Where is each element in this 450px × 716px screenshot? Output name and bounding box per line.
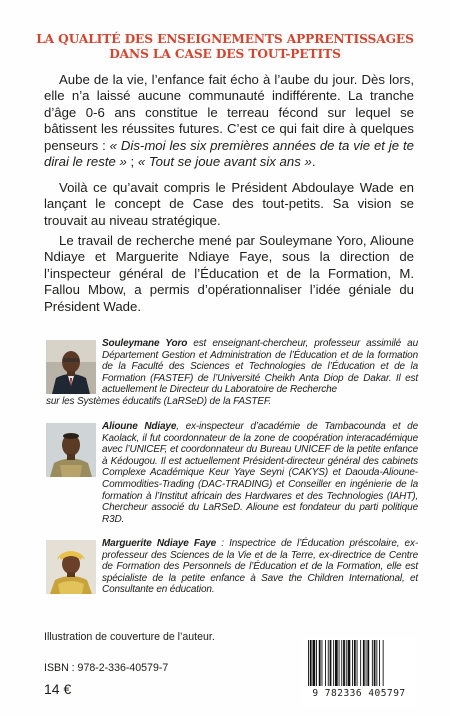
- barcode-bar: [322, 640, 323, 686]
- barcode-bars: [302, 638, 416, 688]
- bio-name-souleymane-yoro: Souleymane Yoro: [102, 338, 188, 349]
- intro-paragraph-1: [44, 72, 414, 170]
- bio-souleymane-yoro-continuation: sur les Systèmes éducatifs (LaRSeD) de la FASTEF.: [46, 395, 272, 407]
- author-bio-souleymane-yoro: [46, 338, 418, 408]
- bio-alioune-ndiaye-body: , ex-inspecteur d’académie de Tambacounda et de Kaolack, il fut coordonnateur de la zone de coopération interacadémique avec l’UNICEF, et coordonnateur du Bureau UNICEF de la petite enfance à Kédougou. Il est actuellement Président-directeur général des cabinets Complexe Académique Keur Yaye Seyni (CAKYS) et Daouda-Alioune-Commodities-Trading (DAC-TRADING) et Conseiller en ingénierie de la formation à l’Institut africain des Hardwares et des Technologies (IAHT), Chercheur associé du LaRSeD. Alioune est fondateur du parti politique R3D.: [102, 421, 419, 525]
- barcode-bar: [352, 640, 353, 686]
- bio-alioune-ndiaye-text: [102, 421, 418, 525]
- bio-marguerite-ndiaye-faye-text: [102, 538, 418, 596]
- barcode-bar: [376, 640, 377, 686]
- intro-paragraph-1-text: Aube de la vie, l’enfance fait écho à l’aube du jour. Dès lors, elle n’a laissé aucune communauté indifférente. La tranche d’âge 0-6 ans constitue le terreau fécond sur lequel se bâtissent les réussites futures. C’est ce qui fait dire à quelques penseurs :: [44, 72, 414, 153]
- intro-paragraph-2: Voilà ce qu’avait compris le Président Abdoulaye Wade en lançant le concept de Case des tout-petits. Sa vision se trouvait au niveau stratégique.: [44, 180, 414, 228]
- barcode-bar: [308, 640, 309, 686]
- barcode-digits: 9 782336 405797: [312, 688, 406, 699]
- barcode-bar: [348, 640, 351, 686]
- barcode-bar: [379, 640, 380, 686]
- cover-illustration-credit: Illustration de couverture de l’auteur.: [44, 631, 215, 643]
- author-photo-marguerite-ndiaye-faye: [46, 540, 96, 594]
- bio-name-marguerite-ndiaye-faye: Marguerite Ndiaye Faye: [102, 538, 217, 549]
- barcode-bar: [328, 640, 329, 686]
- barcode-bar: [319, 640, 321, 686]
- quote-2: « Tout se joue avant six ans »: [137, 154, 312, 170]
- barcode-bar: [313, 640, 316, 686]
- bio-name-alioune-ndiaye: Alioune Ndiaye: [102, 421, 177, 432]
- title-line-2: DANS LA CASE DES TOUT-PETITS: [109, 46, 341, 61]
- price: 14 €: [44, 681, 72, 697]
- title-line-1: LA QUALITÉ DES ENSEIGNEMENTS APPRENTISSAGES: [36, 32, 414, 46]
- barcode-bar: [383, 640, 384, 686]
- barcode-bar: [346, 640, 347, 686]
- paragraph-end: .: [311, 154, 316, 170]
- barcode-bar: [360, 640, 361, 686]
- quote-1: « Dis-moi les six premières années de ta vie et je te dirai le reste »: [44, 137, 414, 170]
- barcode-bar: [354, 640, 356, 686]
- barcode-bar: [366, 640, 367, 686]
- intro-paragraph-3: Le travail de recherche mené par Souleymane Yoro, Alioune Ndiaye et Marguerite Ndiaye Faye, sous la direction de l’inspecteur général de l’Éducation et de la Formation, M. Fallou Mbow, a permis d’opérationnaliser l’idée géniale du Président Wade.: [44, 233, 414, 314]
- author-photo-alioune-ndiaye: [46, 423, 96, 477]
- barcode-bar: [335, 640, 338, 686]
- author-bio-marguerite-ndiaye-faye: [46, 538, 418, 596]
- barcode-bar: [363, 640, 365, 686]
- barcode-bar: [310, 640, 312, 686]
- barcode-bar: [341, 640, 342, 686]
- author-bio-alioune-ndiaye: [46, 421, 418, 525]
- barcode-bar: [372, 640, 373, 686]
- bio-marguerite-ndiaye-faye-body: : Inspectrice de l’Éducation préscolaire, ex-professeur des Sciences de la Vie et de la Terre, ex-directrice de Centre de Formation des Personnels de l’Éducation et de la Formation, elle est spécialiste de la petite enfance à Save the Children International, et Consultante en éducation.: [102, 538, 418, 596]
- barcode-bar: [339, 640, 340, 686]
- barcode-bar: [343, 640, 345, 686]
- barcode-bar: [367, 640, 369, 686]
- barcode-bar: [357, 640, 358, 686]
- barcode-bar: [325, 640, 326, 686]
- author-photo-souleymane-yoro: [46, 340, 96, 394]
- back-cover-title: [30, 32, 420, 61]
- isbn: ISBN : 978-2-336-40579-7: [44, 662, 169, 674]
- barcode-bar: [333, 640, 334, 686]
- barcode-bar: [316, 640, 317, 686]
- barcode-bar: [374, 640, 376, 686]
- bio-souleymane-yoro-text: [102, 338, 418, 396]
- quote-separator: ;: [126, 154, 138, 170]
- barcode-bar: [330, 640, 332, 686]
- bio-souleymane-yoro-body: est enseignant-chercheur, professeur assimilé au Département Gestion et Administration de l’Éducation et de la formation de la Faculté des Sciences et Technologies de l’Éducation et de la Formation (FASTEF) de l’Université Cheikh Anta Diop de Dakar. Il est actuellement le Directeur du Laboratoire de Recherche: [102, 338, 418, 396]
